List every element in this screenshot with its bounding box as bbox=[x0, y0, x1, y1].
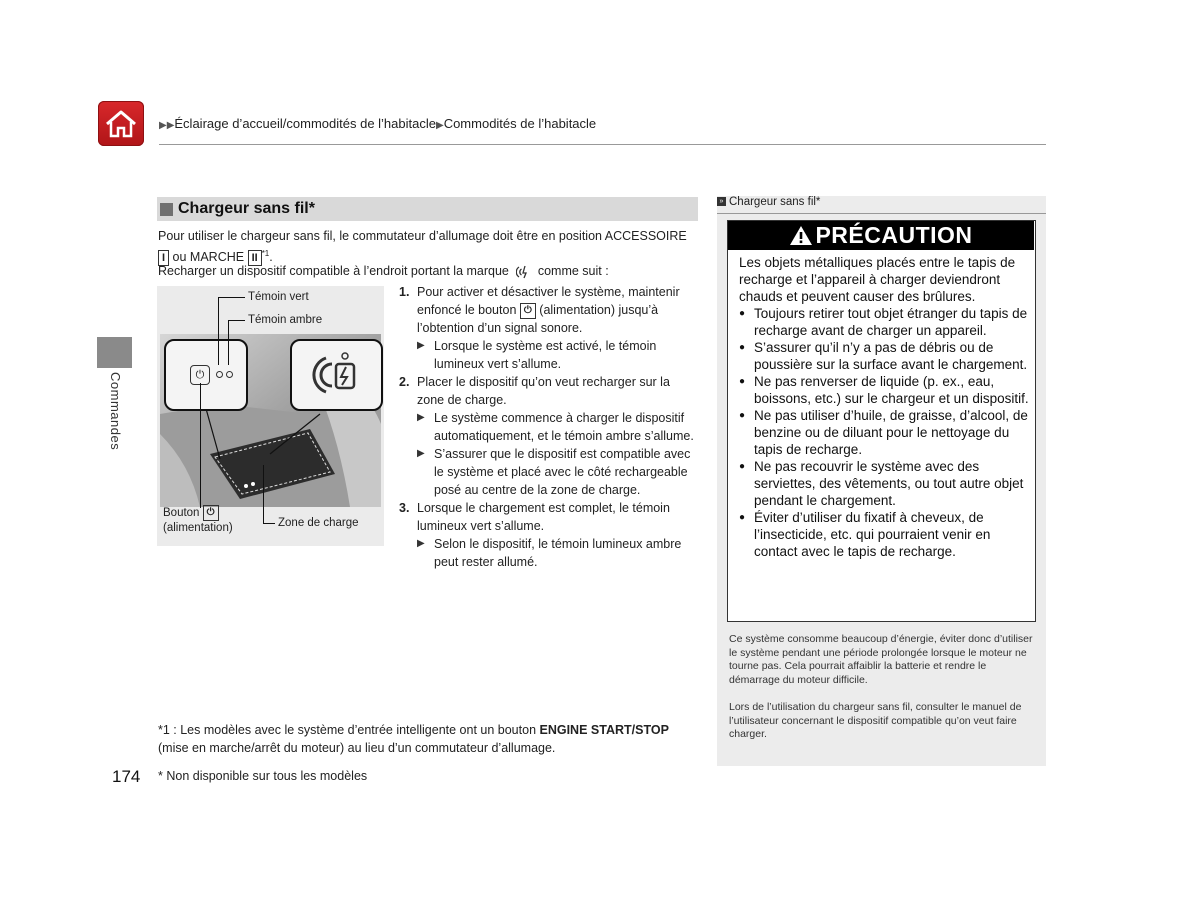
accessory-key-icon: I bbox=[158, 250, 169, 266]
sub-text: Lorsque le système est activé, le témoin lumineux vert s’allume. bbox=[434, 339, 657, 371]
step-text: Lorsque le chargement est complet, le témoin lumineux vert s’allume. bbox=[417, 501, 670, 533]
step-item bbox=[399, 499, 699, 535]
chapter-tab[interactable] bbox=[97, 337, 132, 368]
amber-indicator-icon bbox=[226, 371, 233, 378]
callout-line bbox=[218, 297, 245, 298]
header-divider bbox=[159, 144, 1046, 145]
on-key-icon: II bbox=[248, 250, 262, 266]
sub-text: S’assurer que le dispositif est compatible avec le système et placé avec le côté rechargeable posé au centre de la zone de charge. bbox=[434, 447, 691, 497]
home-icon bbox=[104, 109, 138, 139]
wireless-charge-icon bbox=[516, 264, 530, 280]
home-button[interactable] bbox=[98, 101, 144, 146]
intro-text-2: Recharger un dispositif compatible à l’endroit portant la marque bbox=[158, 264, 509, 278]
breadcrumb-arrow-icon: ▶▶ bbox=[159, 120, 175, 131]
power-icon: ⏻ bbox=[520, 303, 536, 319]
intro-text-1: Pour utiliser le chargeur sans fil, le commutateur d’allumage doit être en position ACCESSOIRE bbox=[158, 229, 687, 243]
step-sub-item bbox=[399, 337, 699, 373]
button-inset bbox=[164, 339, 248, 411]
step-number: 2. bbox=[399, 375, 410, 389]
intro-period: . bbox=[269, 250, 273, 265]
reference-icon: » bbox=[717, 197, 726, 206]
label-green-indicator: Témoin vert bbox=[248, 291, 309, 303]
footnote-1-bold: ENGINE START/STOP bbox=[539, 723, 669, 737]
breadcrumb-link-2[interactable]: Commodités de l’habitacle bbox=[443, 116, 597, 131]
intro-paragraph bbox=[158, 227, 703, 266]
step-item bbox=[399, 373, 699, 409]
label-button-text: Bouton bbox=[163, 507, 200, 520]
label-power-button bbox=[163, 505, 233, 535]
charging-zone-inset bbox=[290, 339, 383, 411]
section-marker-icon bbox=[160, 203, 173, 216]
step-number: 3. bbox=[399, 501, 410, 515]
step-text-b: (alimentation) jusqu’à l’obtention d’un signal sonore. bbox=[417, 303, 659, 335]
section-heading bbox=[157, 197, 698, 221]
breadcrumb-arrow-icon: ▶ bbox=[435, 120, 444, 131]
step-text: Placer le dispositif qu’on veut recharger sur la zone de charge. bbox=[417, 375, 670, 407]
step-text: Pour activer et désactiver le système, maintenir enfoncé le bouton bbox=[417, 285, 680, 317]
warning-icon bbox=[789, 225, 813, 246]
callout-line bbox=[200, 383, 201, 508]
caution-bullet: ● Toujours retirer tout objet étranger du tapis de recharge avant de charger un appareil. bbox=[739, 305, 1029, 339]
green-indicator-icon bbox=[216, 371, 223, 378]
power-icon: ⏻ bbox=[203, 505, 219, 521]
step-sub-item bbox=[399, 409, 699, 445]
footnote-ref: *1 bbox=[261, 249, 270, 258]
label-button-text-2: (alimentation) bbox=[163, 522, 233, 534]
sub-text: Le système commence à charger le dispositif automatiquement, et le témoin ambre s’allume. bbox=[434, 411, 694, 443]
callout-line bbox=[263, 465, 264, 523]
side-note-1: Ce système consomme beaucoup d’énergie, éviter donc d’utiliser le système pendant une période prolongée lorsque le moteur ne tourne pas. Cela pourrait affaiblir la batterie et rendre le démarrage du moteur difficile. bbox=[729, 633, 1033, 686]
intro-text-1b: ou MARCHE bbox=[169, 250, 248, 265]
sub-text: Selon le dispositif, le témoin lumineux ambre peut rester allumé. bbox=[434, 537, 682, 569]
wireless-charge-icon bbox=[312, 350, 362, 400]
caution-bullet: ● S’assurer qu’il n’y a pas de débris ou de poussière sur la surface avant le chargement. bbox=[739, 339, 1029, 373]
step-number: 1. bbox=[399, 285, 410, 299]
side-panel-divider bbox=[717, 213, 1046, 214]
callout-line bbox=[263, 523, 275, 524]
side-note-2: Lors de l’utilisation du chargeur sans fil, consulter le manuel de l’utilisateur concernant le dispositif compatible qu’on veut faire charger. bbox=[729, 701, 1022, 740]
arrow-icon: ▶ bbox=[417, 448, 425, 459]
step-sub-item bbox=[399, 445, 699, 499]
breadcrumb bbox=[159, 116, 596, 131]
caution-header bbox=[728, 221, 1034, 250]
caution-bullet: ● Éviter d’utiliser du fixatif à cheveux, de l’insecticide, etc. qui pourraient venir en contact avec le tapis de recharge. bbox=[739, 509, 1029, 560]
breadcrumb-link-1[interactable]: Éclairage d’accueil/commodités de l’habitacle bbox=[174, 116, 436, 131]
arrow-icon: ▶ bbox=[417, 538, 425, 549]
callout-line bbox=[228, 320, 229, 365]
label-amber-indicator: Témoin ambre bbox=[248, 314, 323, 326]
caution-body bbox=[739, 254, 1029, 560]
power-button-icon: ⏻ bbox=[190, 365, 210, 385]
caution-bullet: ● Ne pas utiliser d’huile, de graisse, d’alcool, de benzine ou de diluant pour le nettoyage du tapis de recharge. bbox=[739, 407, 1029, 458]
footnote-2: * Non disponible sur tous les modèles bbox=[158, 769, 368, 783]
callout-line bbox=[218, 297, 219, 365]
arrow-icon: ▶ bbox=[417, 340, 425, 351]
step-item bbox=[399, 283, 699, 337]
footnote-1 bbox=[158, 721, 703, 757]
caution-bullet: ● Ne pas renverser de liquide (p. ex., eau, boissons, etc.) sur le chargeur et un dispositif. bbox=[739, 373, 1029, 407]
caution-intro: Les objets métalliques placés entre le tapis de recharge et l’appareil à charger deviendront chauds et peuvent causer des brûlures. bbox=[739, 255, 1016, 304]
intro-paragraph-2 bbox=[158, 262, 703, 280]
step-sub-item bbox=[399, 535, 699, 571]
section-title: Chargeur sans fil* bbox=[178, 200, 315, 217]
steps-list bbox=[399, 283, 699, 571]
caution-title: PRÉCAUTION bbox=[815, 222, 973, 248]
callout-line bbox=[228, 320, 245, 321]
side-panel-title[interactable] bbox=[717, 196, 820, 208]
footnote-1-text: *1 : Les modèles avec le système d’entrée intelligente ont un bouton bbox=[158, 723, 540, 737]
label-charging-zone: Zone de charge bbox=[278, 517, 359, 529]
page-number: 174 bbox=[112, 767, 141, 786]
arrow-icon: ▶ bbox=[417, 412, 425, 423]
caution-bullet: ● Ne pas recouvrir le système avec des serviettes, des vêtements, ou tout autre objet pendant le chargement. bbox=[739, 458, 1029, 509]
intro-text-2b: comme suit : bbox=[537, 264, 609, 278]
footnote-1-text-b: (mise en marche/arrêt du moteur) au lieu d’un commutateur d’allumage. bbox=[158, 741, 556, 755]
chapter-label: Commandes bbox=[108, 372, 123, 451]
side-panel-title-text: Chargeur sans fil* bbox=[729, 196, 821, 208]
